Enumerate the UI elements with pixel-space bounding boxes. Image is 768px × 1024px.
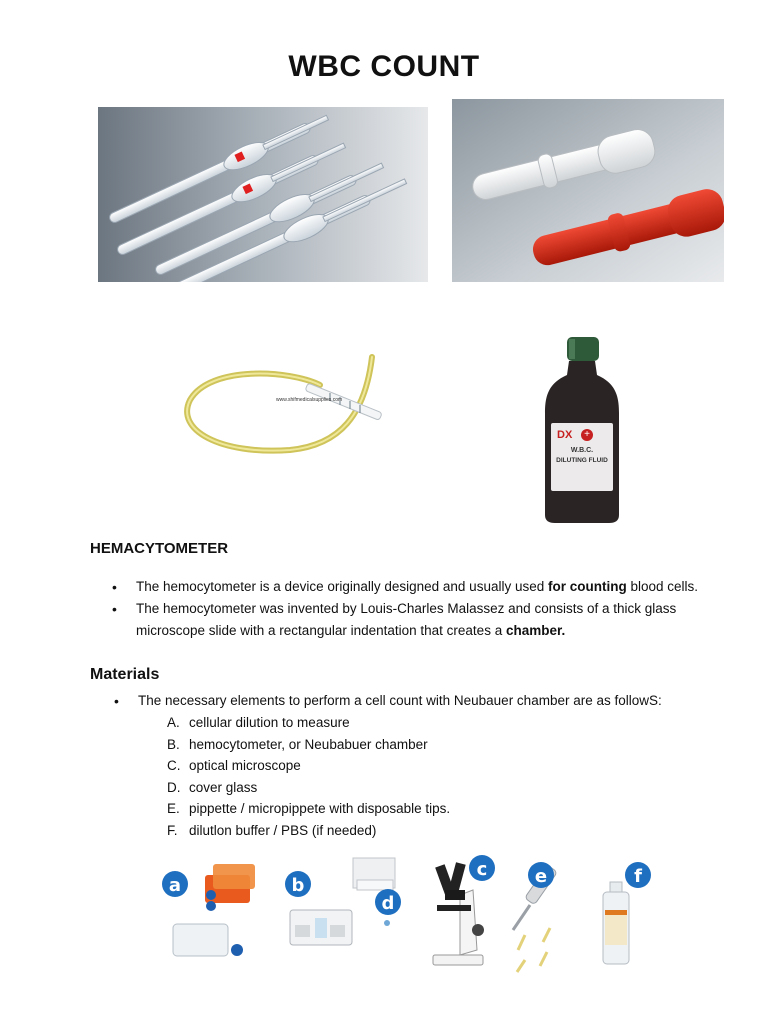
list-item: D. cover glass — [167, 779, 258, 795]
bottle-label-line2: DILUTING FLUID — [556, 457, 608, 464]
label-c: c — [476, 859, 488, 880]
label-d: d — [381, 893, 395, 914]
materials-intro-list — [112, 690, 732, 712]
tube-url-text: www.shifmedicalsupplies.com — [276, 397, 343, 403]
list-item: • The hemocytometer is a device originally designed and usually used for counting blood cells. — [110, 576, 710, 598]
label-a: a — [168, 875, 182, 896]
bottle-label-line1: W.B.C. — [570, 447, 594, 454]
materials-heading: Materials — [90, 666, 160, 683]
label-c-badge — [469, 855, 495, 881]
bottle-brand-cross-icon: + — [581, 429, 593, 441]
label-e-badge — [528, 862, 554, 888]
list-item: B. hemocytometer, or Neubabuer chamber — [167, 736, 428, 752]
list-item: A. cellular dilution to measure — [167, 715, 350, 730]
list-item: F. dilutlon buffer / PBS (if needed) — [167, 822, 377, 838]
pipettes-photo — [98, 107, 428, 282]
bottle-brand: DX — [557, 429, 573, 441]
label-d-badge — [375, 889, 401, 915]
label-f: f — [634, 866, 642, 887]
materials-list — [167, 712, 667, 842]
label-b: b — [291, 875, 305, 896]
list-item: C. optical microscope — [167, 758, 301, 774]
label-f-badge — [625, 862, 651, 888]
hemacytometer-heading: HEMACYTOMETER — [90, 540, 229, 557]
list-item: • The necessary elements to perform a cell count with Neubauer chamber are as followS: — [112, 690, 732, 712]
hemocytometer-illustration — [290, 910, 352, 945]
list-item: E. pippette / micropippete with disposable tips. — [167, 801, 451, 817]
label-b-badge — [285, 871, 311, 897]
list-item: • The hemocytometer was invented by Louis-Charles Malassez and consists of a thick glass microscope slide with a rectangular indentation that creates a chamber. — [110, 598, 696, 642]
aspirators-photo — [452, 99, 724, 282]
rubber-tube-photo — [180, 345, 395, 470]
buffer-bottle-illustration — [603, 882, 629, 964]
page-title: WBC COUNT — [288, 50, 480, 83]
label-a-badge — [162, 871, 188, 897]
label-e: e — [534, 866, 548, 887]
diluting-fluid-bottle-photo — [543, 335, 621, 525]
materials-figure — [155, 850, 660, 975]
hemacytometer-bullets — [110, 576, 710, 642]
